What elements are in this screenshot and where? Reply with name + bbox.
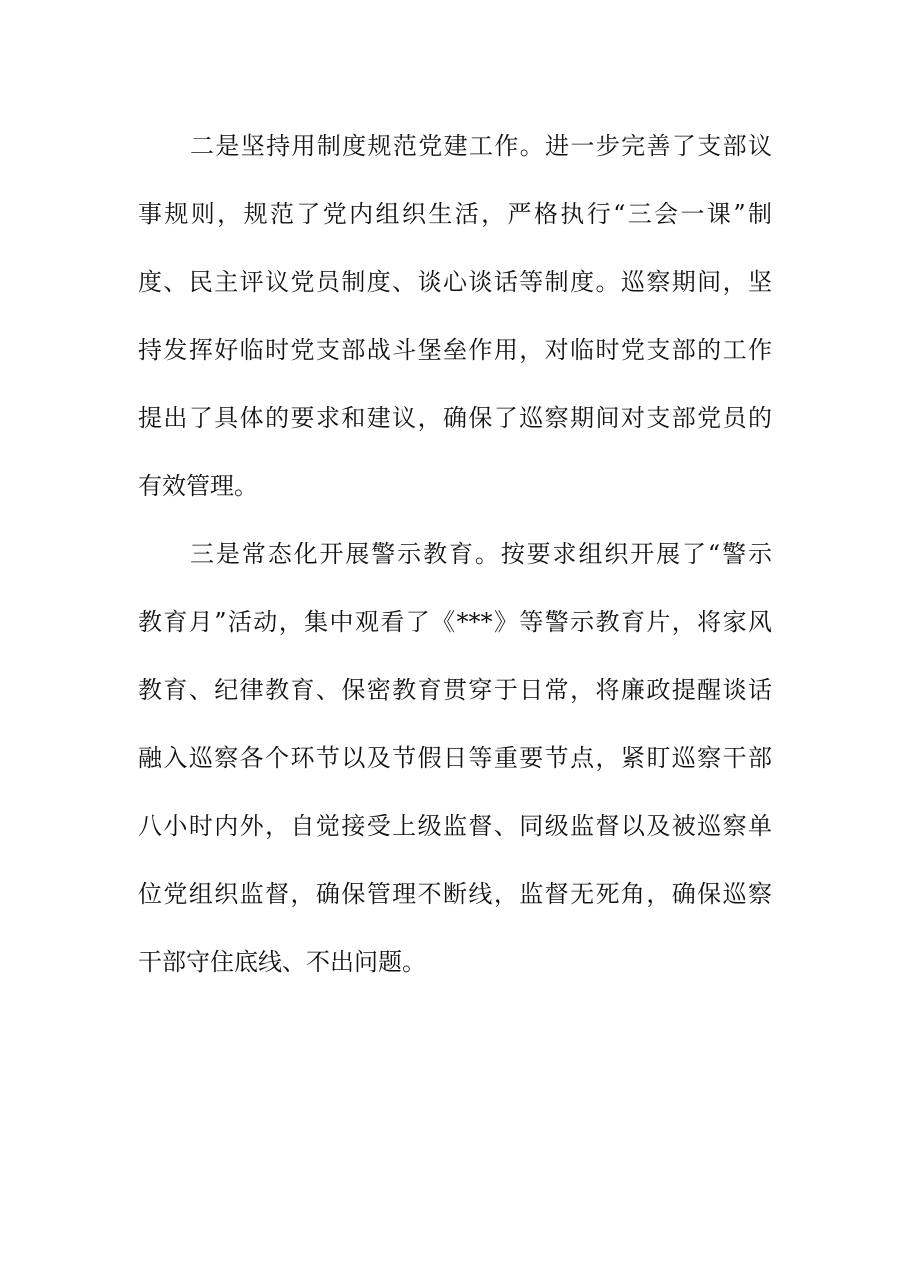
document-body — [138, 112, 772, 996]
text-line: 干部守住底线、不出问题。 — [138, 948, 426, 976]
text-line: 融入巡察各个环节以及节假日等重要节点，紧盯巡察干部 — [138, 744, 772, 772]
text-line: 有效管理。 — [138, 472, 258, 500]
text-line: 八小时内外，自觉接受上级监督、同级监督以及被巡察单 — [138, 812, 772, 840]
paragraph-warning-education — [138, 520, 772, 996]
text-line: 度、民主评议党员制度、谈心谈话等制度。巡察期间，坚 — [138, 268, 772, 296]
paragraph-institutional-norms — [138, 112, 772, 520]
text-line: 二是坚持用制度规范党建工作。进一步完善了支部议 — [190, 132, 772, 160]
text-line: 位党组织监督，确保管理不断线，监督无死角，确保巡察 — [138, 880, 772, 908]
text-line: 事规则，规范了党内组织生活，严格执行“三会一课”制 — [138, 200, 772, 228]
text-line: 持发挥好临时党支部战斗堡垒作用，对临时党支部的工作 — [138, 336, 772, 364]
text-line: 教育月”活动，集中观看了《***》等警示教育片，将家风 — [138, 608, 772, 636]
text-line: 三是常态化开展警示教育。按要求组织开展了“警示 — [190, 540, 772, 568]
text-line: 教育、纪律教育、保密教育贯穿于日常，将廉政提醒谈话 — [138, 676, 772, 704]
text-line: 提出了具体的要求和建议，确保了巡察期间对支部党员的 — [138, 404, 772, 432]
